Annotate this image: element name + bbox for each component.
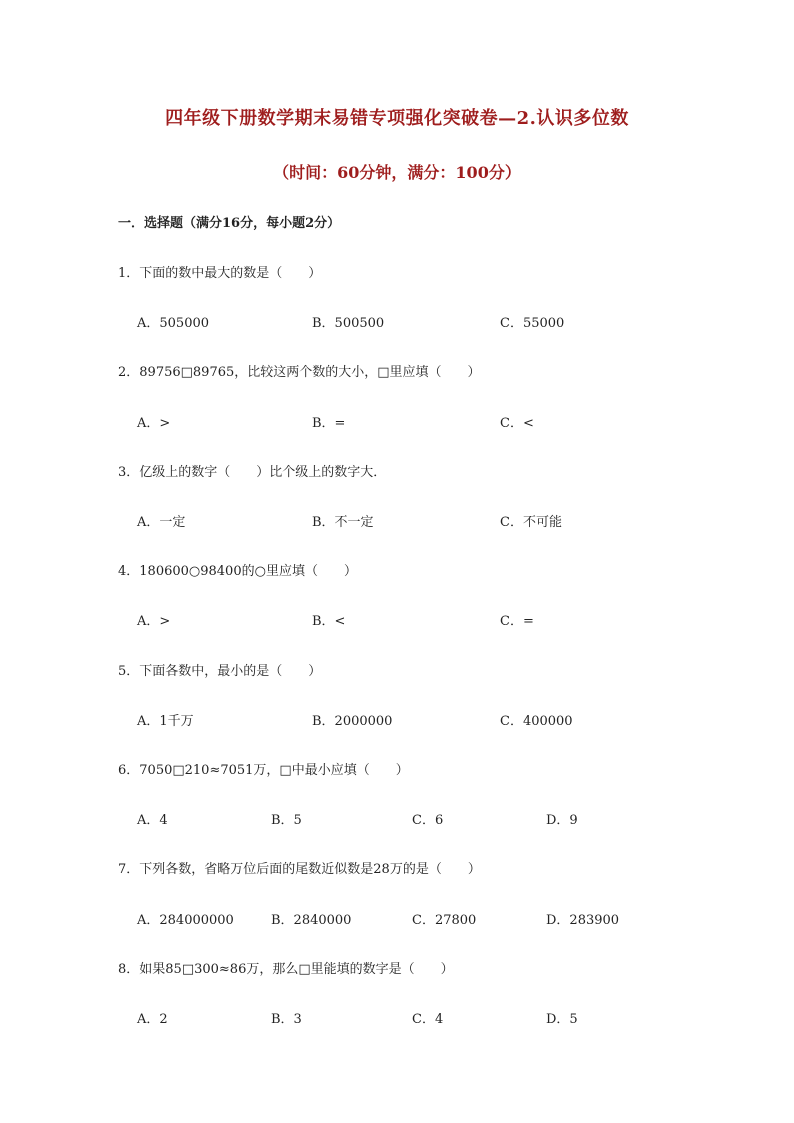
option-d[interactable]: D．5 (546, 1012, 578, 1027)
option-a[interactable]: A．1千万 (137, 714, 194, 729)
section-heading: 一．选择题（满分16分，每小题2分） (118, 216, 341, 231)
question-2: 2．89756□89765，比较这两个数的大小，□里应填（ ） (118, 365, 481, 380)
option-a[interactable]: A．一定 (137, 515, 186, 530)
option-b[interactable]: B．2000000 (312, 714, 393, 729)
option-b[interactable]: B．< (312, 614, 346, 629)
option-c[interactable]: C．< (500, 416, 534, 431)
page-title: 四年级下册数学期末易错专项强化突破卷—2.认识多位数 (165, 108, 629, 129)
option-a[interactable]: A．> (137, 614, 171, 629)
question-1-options (137, 312, 697, 332)
option-c[interactable]: C．= (500, 614, 534, 629)
option-a[interactable]: A．4 (137, 813, 168, 828)
question-3: 3．亿级上的数字（ ）比个级上的数字大． (118, 465, 387, 480)
question-3-options (137, 511, 697, 531)
option-b[interactable]: B．不一定 (312, 515, 374, 530)
question-6: 6．7050□210≈7051万，□中最小应填（ ） (118, 763, 409, 778)
exam-time-score: （时间：60分钟，满分：100分） (273, 163, 521, 182)
option-b[interactable]: B．5 (271, 813, 302, 828)
option-c[interactable]: C．4 (412, 1012, 444, 1027)
option-a[interactable]: A．2 (137, 1012, 168, 1027)
option-a[interactable]: A．505000 (137, 316, 210, 331)
option-a[interactable]: A．284000000 (137, 913, 234, 928)
option-c[interactable]: C．6 (412, 813, 444, 828)
option-c[interactable]: C．不可能 (500, 515, 562, 530)
question-8-options (137, 1008, 697, 1028)
option-c[interactable]: C．55000 (500, 316, 565, 331)
question-6-options (137, 809, 697, 829)
option-d[interactable]: D．283900 (546, 913, 620, 928)
option-d[interactable]: D．9 (546, 813, 578, 828)
option-a[interactable]: A．> (137, 416, 171, 431)
question-4-options (137, 610, 697, 630)
question-7: 7．下列各数，省略万位后面的尾数近似数是28万的是（ ） (118, 862, 481, 877)
option-b[interactable]: B．3 (271, 1012, 302, 1027)
question-5: 5．下面各数中，最小的是（ ） (118, 664, 322, 679)
question-4: 4．180600○98400的○里应填（ ） (118, 564, 357, 579)
question-1: 1．下面的数中最大的数是（ ） (118, 266, 322, 281)
question-2-options (137, 412, 697, 432)
option-b[interactable]: B．2840000 (271, 913, 352, 928)
option-b[interactable]: B．500500 (312, 316, 385, 331)
question-7-options (137, 909, 697, 929)
question-5-options (137, 710, 697, 730)
question-8: 8．如果85□300≈86万，那么□里能填的数字是（ ） (118, 962, 454, 977)
option-c[interactable]: C．27800 (412, 913, 477, 928)
option-c[interactable]: C．400000 (500, 714, 573, 729)
option-b[interactable]: B．= (312, 416, 346, 431)
